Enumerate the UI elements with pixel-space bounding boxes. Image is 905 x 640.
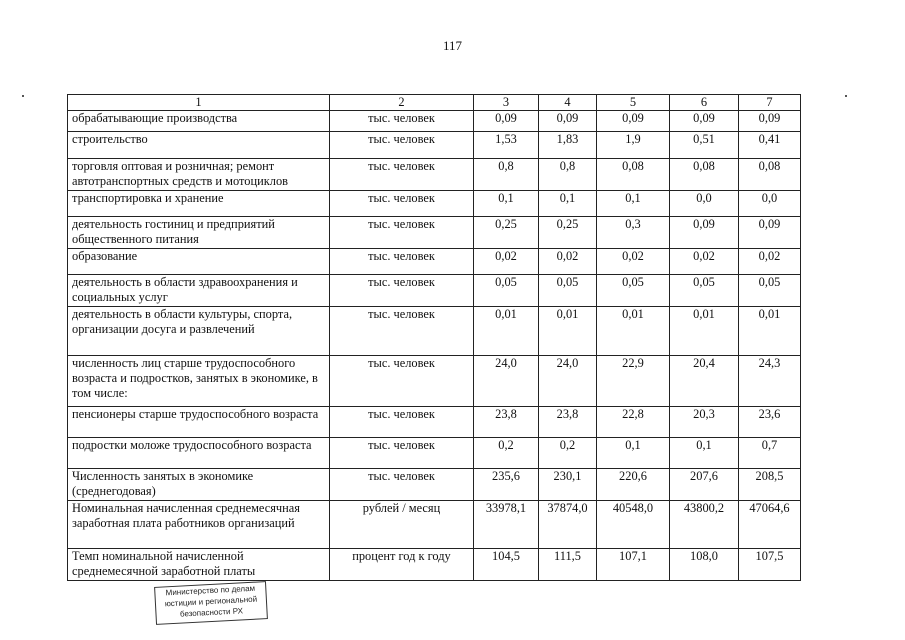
row-unit: тыс. человек [330, 191, 474, 217]
row-value: 24,3 [739, 356, 801, 407]
row-value: 0,01 [539, 307, 597, 356]
row-value: 1,9 [597, 132, 670, 159]
row-value: 0,2 [539, 438, 597, 469]
row-unit: тыс. человек [330, 407, 474, 438]
table-row [68, 501, 801, 549]
row-value: 24,0 [474, 356, 539, 407]
row-value: 22,9 [597, 356, 670, 407]
stamp-line-1: Министерство по делам [165, 583, 256, 598]
row-value: 0,25 [474, 217, 539, 249]
row-value: 0,08 [597, 159, 670, 191]
row-label: обрабатывающие производства [68, 111, 330, 132]
row-value: 0,08 [670, 159, 739, 191]
row-value: 230,1 [539, 469, 597, 501]
row-label: Численность занятых в экономике (среднегодовая) [68, 469, 330, 501]
row-unit: тыс. человек [330, 217, 474, 249]
row-value: 0,09 [474, 111, 539, 132]
row-value: 0,0 [670, 191, 739, 217]
row-value: 33978,1 [474, 501, 539, 549]
row-value: 107,1 [597, 549, 670, 581]
row-value: 0,0 [739, 191, 801, 217]
table-row [68, 191, 801, 217]
row-label: подростки моложе трудоспособного возраста [68, 438, 330, 469]
data-table [67, 94, 801, 581]
row-value: 0,7 [739, 438, 801, 469]
table-row [68, 469, 801, 501]
row-label: численность лиц старше трудоспособного возраста и подростков, занятых в экономике, в том числе: [68, 356, 330, 407]
table-row [68, 132, 801, 159]
row-value: 0,05 [539, 275, 597, 307]
row-value: 0,02 [670, 249, 739, 275]
stamp-line-3: безопасности РХ [179, 606, 244, 619]
table-row [68, 111, 801, 132]
row-unit: тыс. человек [330, 132, 474, 159]
row-value: 0,01 [670, 307, 739, 356]
row-value: 111,5 [539, 549, 597, 581]
row-unit: тыс. человек [330, 249, 474, 275]
row-value: 0,1 [597, 191, 670, 217]
row-value: 0,05 [597, 275, 670, 307]
row-label: пенсионеры старше трудоспособного возраста [68, 407, 330, 438]
row-value: 0,09 [539, 111, 597, 132]
table-row [68, 217, 801, 249]
row-label: образование [68, 249, 330, 275]
row-value: 0,01 [597, 307, 670, 356]
row-unit: процент год к году [330, 549, 474, 581]
row-value: 0,8 [539, 159, 597, 191]
row-value: 23,8 [539, 407, 597, 438]
header-row [68, 95, 801, 111]
table-row [68, 307, 801, 356]
row-value: 0,05 [670, 275, 739, 307]
row-unit: тыс. человек [330, 356, 474, 407]
row-value: 0,1 [539, 191, 597, 217]
row-value: 20,3 [670, 407, 739, 438]
stamp [154, 581, 268, 625]
stamp-line-2: юстиции и региональной [164, 594, 258, 609]
row-value: 0,1 [597, 438, 670, 469]
row-value: 0,41 [739, 132, 801, 159]
row-value: 0,08 [739, 159, 801, 191]
row-unit: тыс. человек [330, 275, 474, 307]
row-value: 104,5 [474, 549, 539, 581]
row-label: деятельность в области культуры, спорта, организации досуга и развлечений [68, 307, 330, 356]
row-unit: тыс. человек [330, 469, 474, 501]
table-row [68, 549, 801, 581]
table-body [68, 95, 801, 581]
page-number: 117 [442, 38, 463, 53]
row-value: 24,0 [539, 356, 597, 407]
row-value: 0,01 [739, 307, 801, 356]
row-value: 0,09 [597, 111, 670, 132]
row-value: 0,25 [539, 217, 597, 249]
row-label: Темп номинальной начисленной среднемесячной заработной платы [68, 549, 330, 581]
row-label: деятельность гостиниц и предприятий общественного питания [68, 217, 330, 249]
header-cell: 3 [474, 95, 539, 111]
scan-dot-right [845, 95, 847, 97]
header-cell: 2 [330, 95, 474, 111]
row-value: 220,6 [597, 469, 670, 501]
row-unit: рублей / месяц [330, 501, 474, 549]
row-value: 0,05 [739, 275, 801, 307]
row-value: 1,53 [474, 132, 539, 159]
row-value: 23,8 [474, 407, 539, 438]
row-value: 0,01 [474, 307, 539, 356]
header-cell: 4 [539, 95, 597, 111]
row-value: 22,8 [597, 407, 670, 438]
table-row [68, 159, 801, 191]
table-row [68, 356, 801, 407]
row-value: 0,2 [474, 438, 539, 469]
row-value: 1,83 [539, 132, 597, 159]
row-value: 23,6 [739, 407, 801, 438]
table-row [68, 407, 801, 438]
row-value: 47064,6 [739, 501, 801, 549]
row-unit: тыс. человек [330, 307, 474, 356]
row-value: 107,5 [739, 549, 801, 581]
row-value: 0,51 [670, 132, 739, 159]
row-value: 0,1 [670, 438, 739, 469]
row-value: 0,02 [597, 249, 670, 275]
row-value: 0,1 [474, 191, 539, 217]
row-label: Номинальная начисленная среднемесячная заработная плата работников организаций [68, 501, 330, 549]
row-value: 37874,0 [539, 501, 597, 549]
header-cell: 7 [739, 95, 801, 111]
row-value: 0,05 [474, 275, 539, 307]
row-label: торговля оптовая и розничная; ремонт автотранспортных средств и мотоциклов [68, 159, 330, 191]
row-unit: тыс. человек [330, 438, 474, 469]
row-value: 20,4 [670, 356, 739, 407]
scan-dot-left [22, 95, 24, 97]
row-value: 0,8 [474, 159, 539, 191]
row-value: 40548,0 [597, 501, 670, 549]
header-cell: 6 [670, 95, 739, 111]
row-value: 207,6 [670, 469, 739, 501]
header-cell: 1 [68, 95, 330, 111]
row-value: 0,09 [739, 111, 801, 132]
row-value: 0,02 [539, 249, 597, 275]
row-unit: тыс. человек [330, 111, 474, 132]
row-unit: тыс. человек [330, 159, 474, 191]
row-label: транспортировка и хранение [68, 191, 330, 217]
row-value: 0,09 [739, 217, 801, 249]
row-value: 0,09 [670, 111, 739, 132]
table-row [68, 275, 801, 307]
row-value: 0,09 [670, 217, 739, 249]
table-row [68, 438, 801, 469]
row-value: 0,3 [597, 217, 670, 249]
row-label: строительство [68, 132, 330, 159]
table-row [68, 249, 801, 275]
header-cell: 5 [597, 95, 670, 111]
row-label: деятельность в области здравоохранения и социальных услуг [68, 275, 330, 307]
row-value: 208,5 [739, 469, 801, 501]
row-value: 43800,2 [670, 501, 739, 549]
row-value: 235,6 [474, 469, 539, 501]
row-value: 0,02 [739, 249, 801, 275]
row-value: 108,0 [670, 549, 739, 581]
row-value: 0,02 [474, 249, 539, 275]
